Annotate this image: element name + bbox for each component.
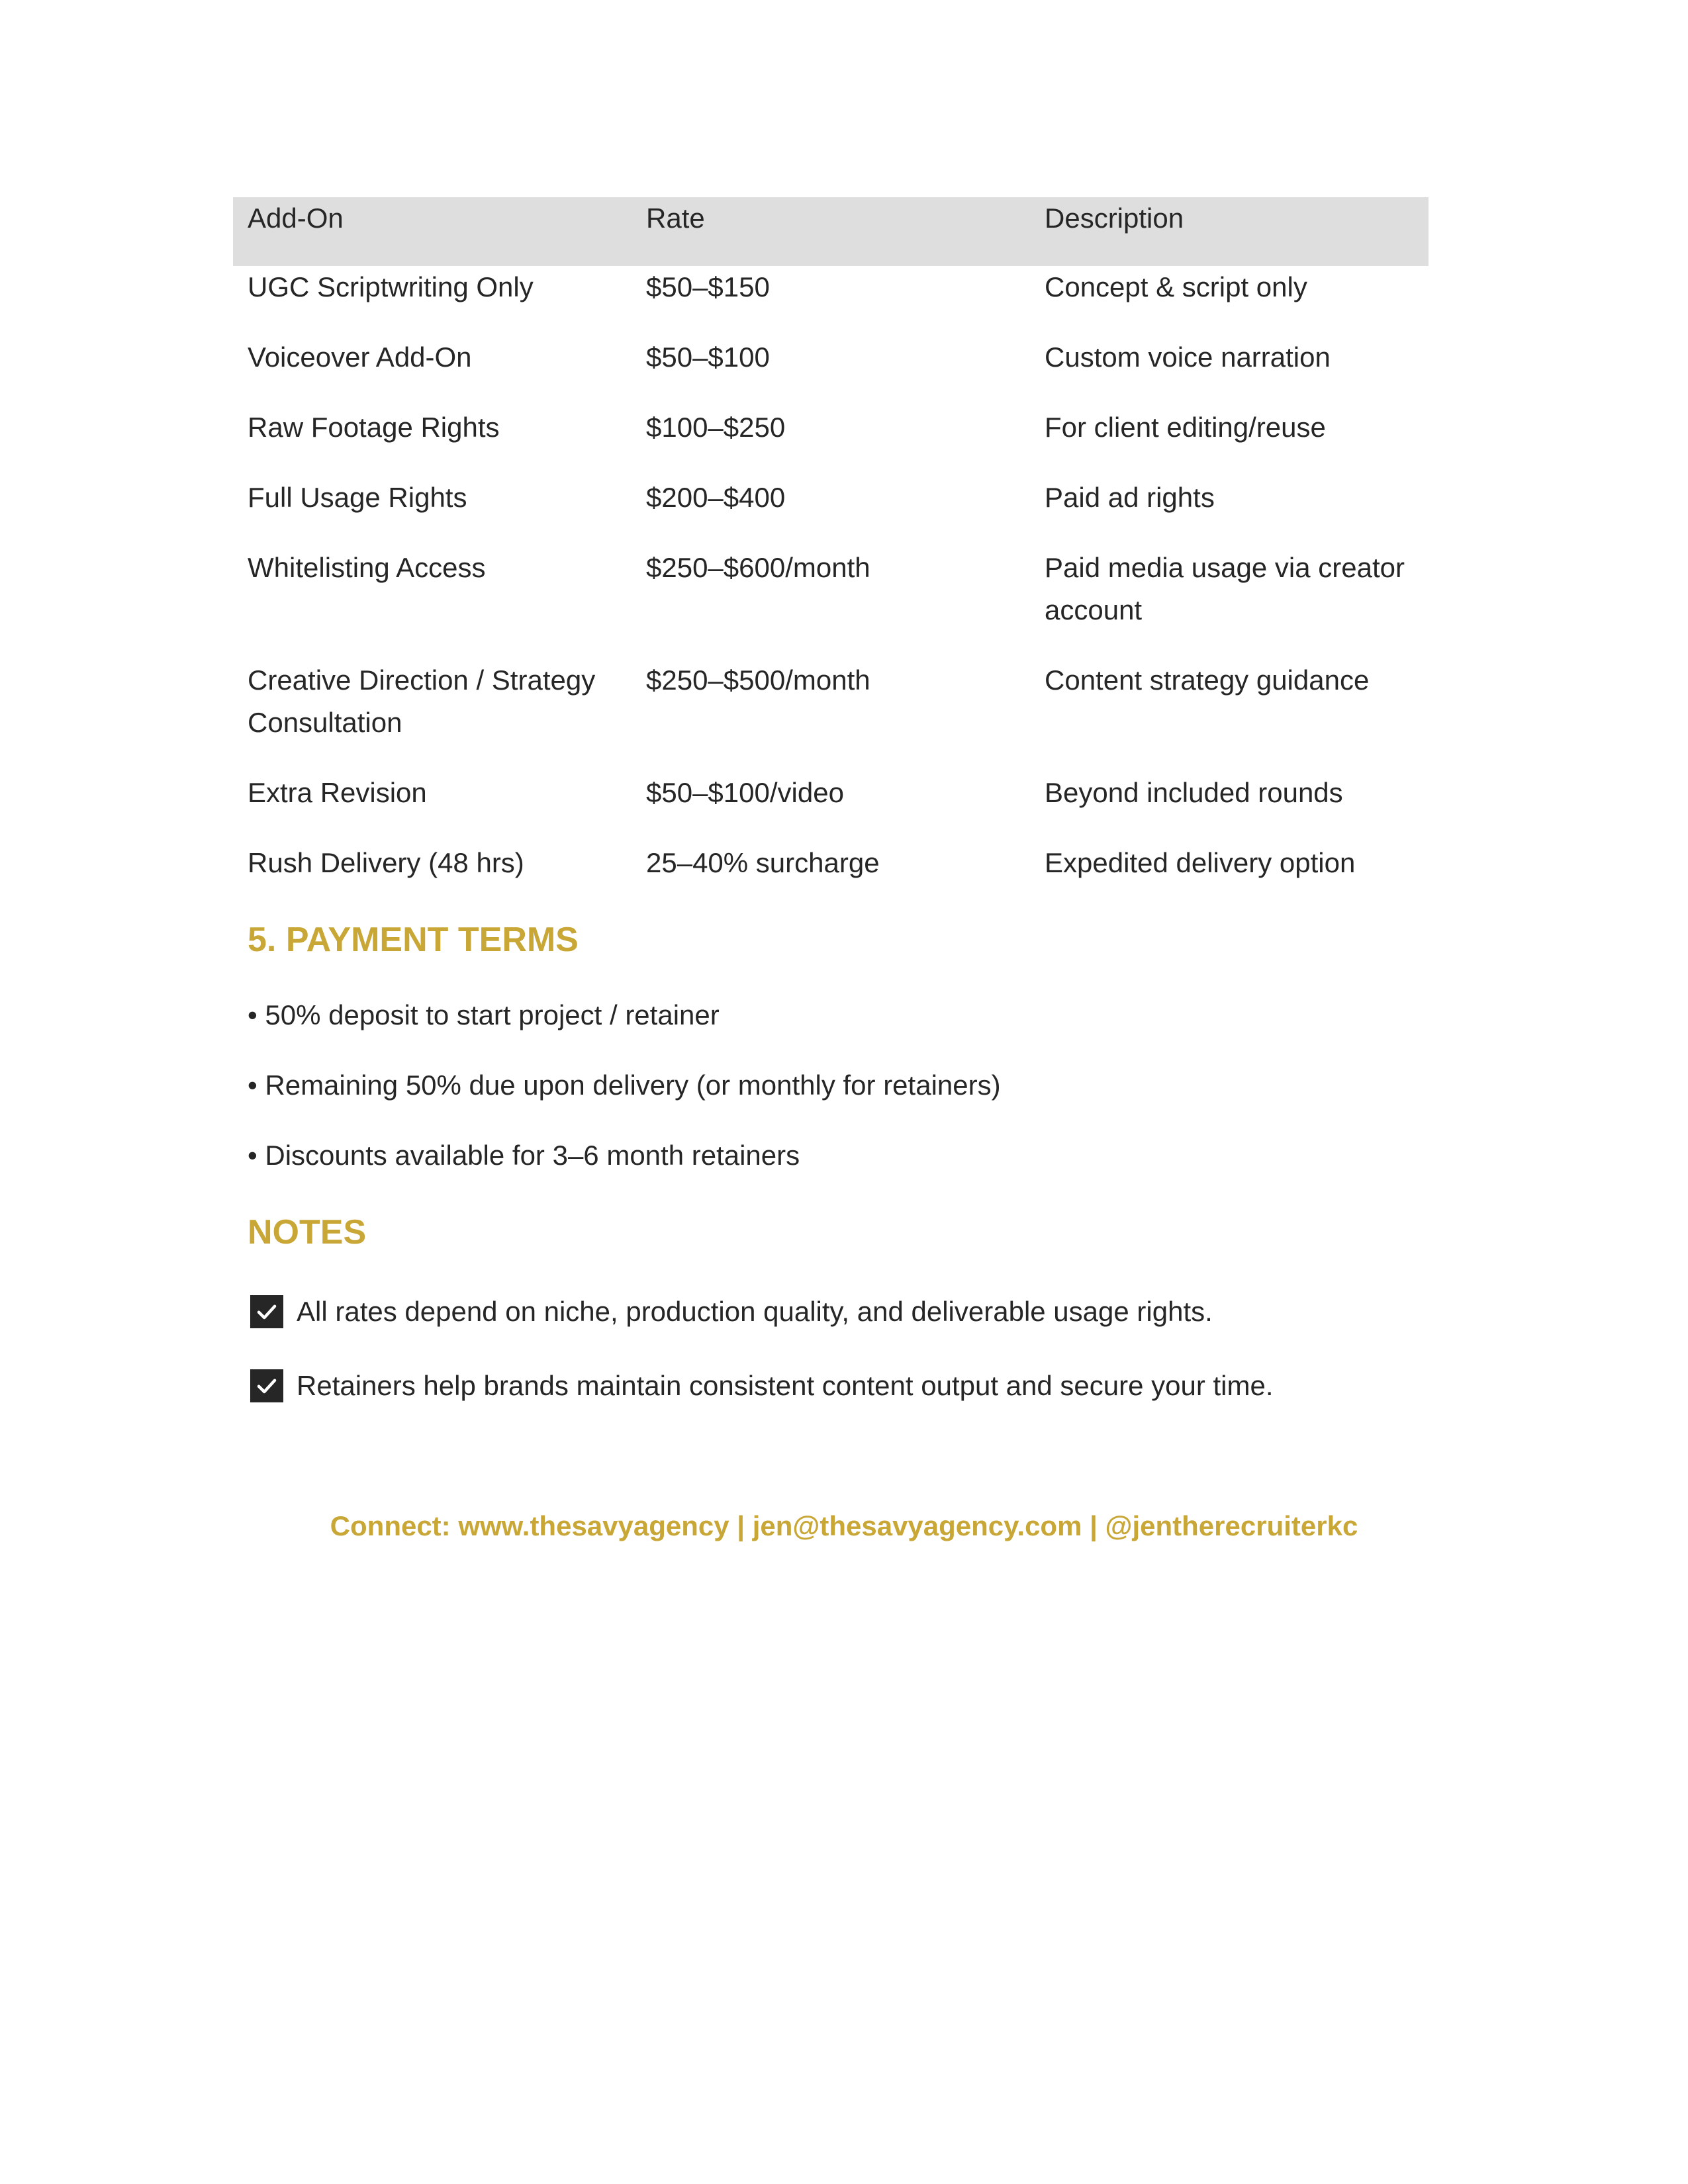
header-addon: Add-On <box>233 197 632 266</box>
cell-addon: Rush Delivery (48 hrs) <box>248 847 524 878</box>
cell-description: Content strategy guidance <box>1045 664 1370 696</box>
cell-addon: UGC Scriptwriting Only <box>248 271 534 302</box>
connect-footer: Connect: www.thesavyagency | jen@thesavyagency.com | @jentherecruiterkc <box>330 1510 1358 1541</box>
payment-terms-heading: 5. PAYMENT TERMS <box>248 921 579 959</box>
payment-term-item: • 50% deposit to start project / retainer <box>248 999 720 1030</box>
note-item <box>250 1365 1274 1407</box>
header-rate: Rate <box>632 197 1030 266</box>
cell-rate: $50–$100 <box>646 341 770 373</box>
payment-term-item: • Discounts available for 3–6 month retainers <box>248 1140 800 1171</box>
table-row <box>233 659 1429 772</box>
notes-heading: NOTES <box>248 1213 367 1251</box>
note-item <box>250 1291 1213 1333</box>
cell-description: Beyond included rounds <box>1045 777 1343 808</box>
cell-description: For client editing/reuse <box>1045 412 1326 443</box>
table-row <box>233 842 1429 912</box>
checkbox-checked-icon <box>250 1369 283 1402</box>
cell-addon: Extra Revision <box>248 777 427 808</box>
cell-addon: Voiceover Add-On <box>248 341 472 373</box>
cell-description: Concept & script only <box>1045 271 1307 302</box>
cell-rate: $250–$500/month <box>646 664 870 696</box>
note-text: Retainers help brands maintain consistent content output and secure your time. <box>297 1370 1274 1401</box>
cell-rate: $50–$150 <box>646 271 770 302</box>
table-row <box>233 547 1429 659</box>
cell-addon: Whitelisting Access <box>248 552 486 583</box>
cell-addon: Full Usage Rights <box>248 482 467 513</box>
cell-addon: Creative Direction / Strategy Consultation <box>248 664 596 738</box>
checkbox-checked-icon <box>250 1295 283 1328</box>
table-row <box>233 266 1429 336</box>
payment-term-item: • Remaining 50% due upon delivery (or monthly for retainers) <box>248 1069 1001 1101</box>
cell-description: Paid ad rights <box>1045 482 1215 513</box>
table-row <box>233 772 1429 842</box>
table-row <box>233 477 1429 547</box>
table-header-row <box>233 197 1429 266</box>
addon-rates-table <box>233 197 1429 912</box>
table-row <box>233 406 1429 477</box>
cell-rate: $100–$250 <box>646 412 786 443</box>
cell-rate: $250–$600/month <box>646 552 870 583</box>
cell-description: Paid media usage via creator account <box>1045 552 1405 625</box>
cell-rate: $50–$100/video <box>646 777 844 808</box>
table-row <box>233 336 1429 406</box>
cell-description: Expedited delivery option <box>1045 847 1356 878</box>
cell-rate: $200–$400 <box>646 482 786 513</box>
header-description: Description <box>1030 197 1429 266</box>
cell-description: Custom voice narration <box>1045 341 1331 373</box>
cell-addon: Raw Footage Rights <box>248 412 500 443</box>
note-text: All rates depend on niche, production quality, and deliverable usage rights. <box>297 1296 1213 1327</box>
cell-rate: 25–40% surcharge <box>646 847 880 878</box>
